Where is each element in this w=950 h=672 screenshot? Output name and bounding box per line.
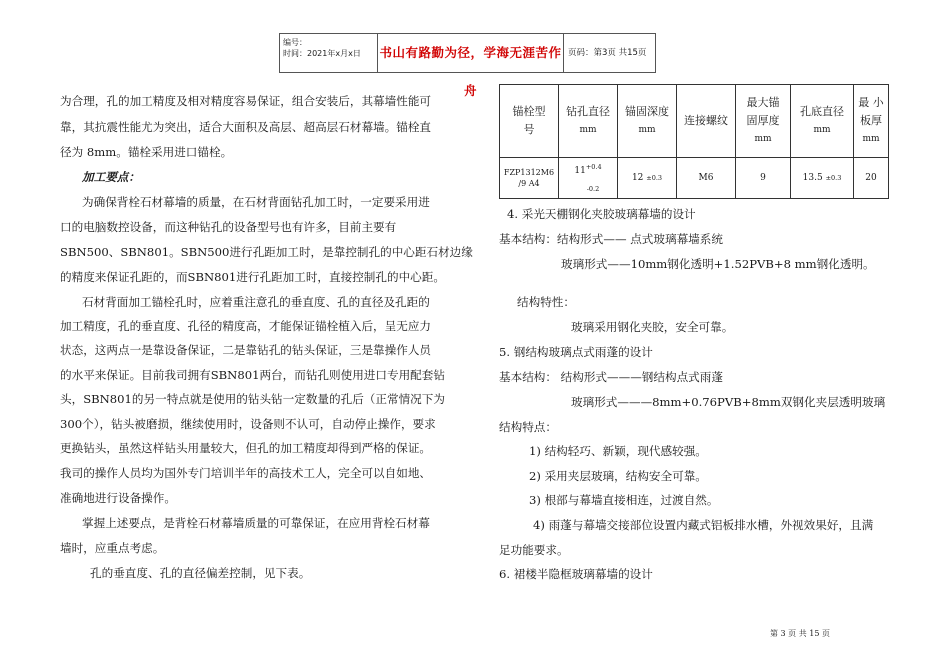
table-cell-max-thickness (736, 158, 791, 199)
right-line: 4) 雨蓬与幕墙交接部位设置内藏式铝板排水槽，外视效果好，且满 (533, 518, 874, 532)
left-line: 径为 8mm。锚栓采用进口锚栓。 (60, 145, 233, 159)
left-line: 状态，这两点一是靠设备保证，二是靠钻孔的钻头保证，三是靠操作人员 (60, 343, 432, 357)
left-line: 靠，其抗震性能尤为突出，适合大面积及高层、超高层石材幕墙。锚栓直 (60, 120, 432, 134)
right-line: 3) 根部与幕墙直接相连，过渡自然。 (529, 493, 719, 507)
section-heading-canopy: 5. 钢结构玻璃点式雨蓬的设计 (499, 345, 653, 359)
header-text: mm (579, 125, 597, 135)
header-text: 连接螺纹 (684, 114, 728, 127)
header-text: 钻孔直径 (566, 105, 610, 118)
cell-text: 20 (865, 173, 877, 183)
cell-text: 9 (760, 173, 766, 183)
left-line: 加工精度，孔的垂直度、孔径的精度高，才能保证锚栓植入后，呈无应力 (60, 319, 432, 333)
left-line: 的精度来保证孔距的，而SBN801进行孔距加工时，直接控制孔的中心距。 (60, 270, 445, 284)
right-line: 玻璃采用钢化夹胶，安全可靠。 (571, 320, 734, 334)
cell-text: 13.5 (802, 173, 823, 183)
left-line: 石材背面加工锚栓孔时，应着重注意孔的垂直度、孔的直径及孔距的 (82, 295, 430, 309)
header-text: 最大锚 (746, 96, 780, 109)
header-text: 固厚度 (746, 114, 780, 127)
table-cell-min-plate (854, 158, 889, 199)
doc-number-label: 编号： (283, 38, 307, 47)
table-cell-depth (618, 158, 677, 199)
right-line: 玻璃形式——10mm钢化透明+1.52PVB+8 mm钢化透明。 (561, 257, 875, 271)
right-line: 基本结构：结构形式—— 点式玻璃幕墙系统 (499, 232, 723, 246)
header-text: mm (638, 125, 656, 135)
left-line: 更换钻头，虽然这样钻头用量较大，但孔的加工精度却得到严格的保证。 (60, 441, 432, 455)
tolerance-text: -0.2 (586, 185, 600, 193)
time-label: 时间：2021年x月x日 (283, 49, 361, 58)
right-line: 足功能要求。 (499, 543, 569, 557)
header-text: 板厚 (860, 114, 882, 127)
header-text: 最 小 (858, 96, 884, 109)
table-cell-thread (677, 158, 736, 199)
left-line: 墙时，应重点考虑。 (60, 541, 165, 555)
header-text: 孔底直径 (800, 105, 844, 118)
left-line: 准确地进行设备操作。 (60, 491, 176, 505)
right-line: 1) 结构轻巧、新颖，现代感较强。 (529, 444, 707, 458)
header-text: mm (754, 134, 772, 144)
table-header-cell (736, 85, 791, 158)
left-line: 的水平来保证。目前我司拥有SBN801两台，而钻孔则使用进口专用配套钻 (60, 368, 445, 382)
header-text: mm (813, 125, 831, 135)
header-meta (280, 34, 378, 72)
table-header-cell (854, 85, 889, 158)
page-header (279, 33, 656, 98)
section-heading-processing: 加工要点： (82, 170, 140, 184)
right-line: 2) 采用夹层玻璃，结构安全可靠。 (529, 469, 707, 483)
left-line: 掌握上述要点，是背栓石材幕墙质量的可靠保证，在应用背栓石材幕 (82, 516, 430, 530)
anchor-spec-table (499, 84, 889, 199)
table-row (500, 158, 889, 199)
right-line: 玻璃形式———8mm+0.76PVB+8mm双钢化夹层透明玻璃 (571, 395, 886, 409)
table-cell-model (500, 158, 559, 199)
left-line: 为合理，孔的加工精度及相对精度容易保证，组合安装后，其幕墙性能可 (60, 94, 432, 108)
header-text: 锚固深度 (625, 105, 669, 118)
tolerance-text: ±0.3 (825, 174, 842, 182)
left-line: SBN500、SBN801。SBN500进行孔距加工时，是靠控制孔的中心距石材边缘 (60, 245, 473, 259)
section-heading-skylight: 4. 采光天棚钢化夹胶玻璃幕墙的设计 (507, 207, 696, 221)
right-line: 结构特性： (517, 295, 575, 309)
table-cell-bottom-diameter (791, 158, 854, 199)
right-line: 基本结构： 结构形式———钢结构点式雨蓬 (499, 370, 723, 384)
table-header-cell (791, 85, 854, 158)
left-line: 头，SBN801的另一特点就是使用的钻头钻一定数量的孔后（正常情况下为 (60, 392, 445, 406)
table-header-cell (677, 85, 736, 158)
table-header-cell (500, 85, 559, 158)
header-text: 锚栓型 (512, 105, 546, 118)
table-header-row (500, 85, 889, 158)
tolerance-text: ±0.3 (646, 174, 663, 182)
left-line: 我司的操作人员均为国外专门培训半年的高技术工人，完全可以自如地、 (60, 466, 432, 480)
left-line: 300个），钻头被磨损，继续使用时，设备则不认可，自动停止操作，要求 (60, 417, 436, 431)
cell-text: M6 (698, 173, 714, 183)
table-header-cell (618, 85, 677, 158)
left-line: 孔的垂直度、孔的直径偏差控制，见下表。 (90, 566, 311, 580)
header-page-info: 页码：第3页 共15页 (568, 48, 647, 58)
section-heading-podium: 6. 裙楼半隐框玻璃幕墙的设计 (499, 567, 653, 581)
table-cell-drill (559, 158, 618, 199)
left-line: 为确保背栓石材幕墙的质量，在石材背面钻孔加工时，一定要采用进 (82, 195, 430, 209)
cell-text: 12 (631, 173, 644, 183)
cell-text: /9 A4 (518, 179, 540, 188)
right-line: 结构特点： (499, 420, 557, 434)
page-footer: 第 3 页 共 15 页 (770, 629, 830, 638)
tolerance-text: +0.4 (585, 163, 602, 171)
header-text: 号 (523, 123, 535, 136)
cell-text: FZP1312M6 (503, 168, 555, 177)
left-line: 口的电脑数控设备，而这种钻孔的设备型号也有许多，目前主要有 (60, 220, 397, 234)
header-text: mm (862, 134, 880, 144)
header-slogan: 书山有路勤为径，学海无涯苦作舟 (378, 34, 564, 72)
cell-text: 11 (574, 166, 586, 176)
table-header-cell (559, 85, 618, 158)
